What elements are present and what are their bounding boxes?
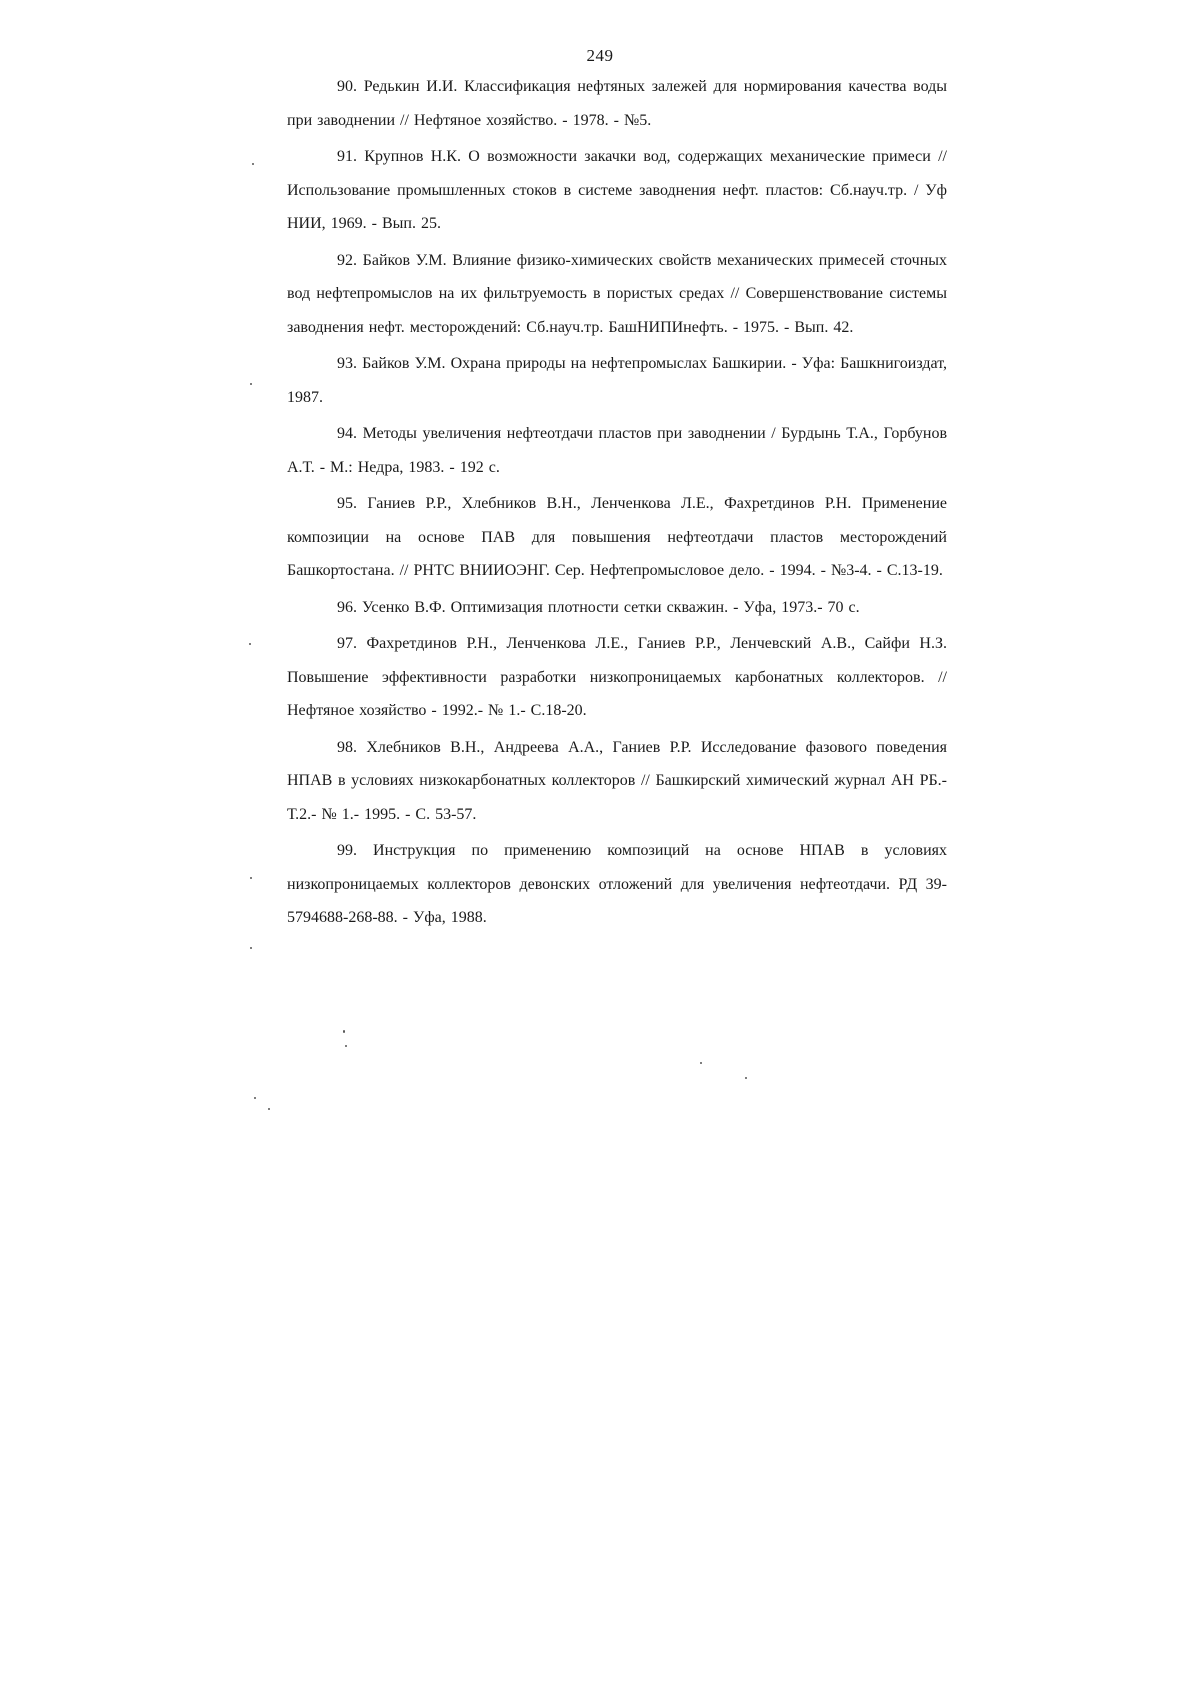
reference-item-90: 90. Редькин И.И. Классификация нефтяных залежей для нормирования качества воды при заводнении // Нефтяное хозяйство. - 1978. - №5. [287, 78, 947, 129]
reference-item-92: 92. Байков У.М. Влияние физико-химических свойств механических примесей сточных вод нефтепромыслов на их фильтруемость в пористых средах // Совершенствование системы заводнения нефт. месторождений: Сб.науч.тр. БашНИПИнефть. - 1975. - Вып. 42. [287, 251, 947, 336]
reference-item-94: 94. Методы увеличения нефтеотдачи пластов при заводнении / Бурдынь Т.А., Горбунов А.Т. - М.: Недра, 1983. - 192 с. [287, 425, 947, 476]
scan-speck [252, 163, 254, 165]
reference-item-91: 91. Крупнов Н.К. О возможности закачки вод, содержащих механические примеси // Использование промышленных стоков в системе заводнения нефт. пластов: Сб.науч.тр. / Уф НИИ, 1969. - Вып. 25. [287, 148, 947, 232]
scan-speck [250, 877, 252, 879]
reference-list [287, 70, 947, 938]
scan-speck [700, 1062, 702, 1064]
scan-speck [268, 1108, 270, 1110]
reference-item-93: 93. Байков У.М. Охрана природы на нефтепромыслах Башкирии. - Уфа: Башкнигоиздат, 1987. [287, 355, 947, 406]
scan-speck [250, 947, 252, 949]
reference-item-95: 95. Ганиев Р.Р., Хлебников В.Н., Ленченкова Л.Е., Фахретдинов Р.Н. Применение композиции на основе ПАВ для повышения нефтеотдачи пластов месторождений Башкортостана. // РНТС ВНИИОЭНГ. Сер. Нефтепромысловое дело. - 1994. - №3-4. - С.13-19. [287, 495, 947, 579]
reference-item-96: 96. Усенко В.Ф. Оптимизация плотности сетки скважин. - Уфа, 1973.- 70 с. [337, 598, 860, 616]
scan-speck [343, 1030, 345, 1033]
page-number: 249 [586, 46, 614, 65]
scan-speck [249, 643, 251, 645]
reference-item-98: 98. Хлебников В.Н., Андреева А.А., Ганиев Р.Р. Исследование фазового поведения НПАВ в условиях низкокарбонатных коллекторов // Башкирский химический журнал АН РБ.- Т.2.- № 1.- 1995. - С. 53-57. [287, 738, 947, 823]
scan-speck [250, 383, 252, 385]
reference-item-99: 99. Инструкция по применению композиций на основе НПАВ в условиях низкопроницаемых коллекторов девонских отложений для увеличения нефтеотдачи. РД 39-5794688-268-88. - Уфа, 1988. [287, 842, 947, 926]
scan-speck [345, 1045, 347, 1047]
scan-speck [745, 1077, 747, 1079]
reference-item-97: 97. Фахретдинов Р.Н., Ленченкова Л.Е., Ганиев Р.Р., Ленчевский А.В., Сайфи Н.З. Повышение эффективности разработки низкопроницаемых карбонатных коллекторов. // Нефтяное хозяйство - 1992.- № 1.- С.18-20. [287, 635, 947, 719]
scan-speck [254, 1097, 256, 1099]
